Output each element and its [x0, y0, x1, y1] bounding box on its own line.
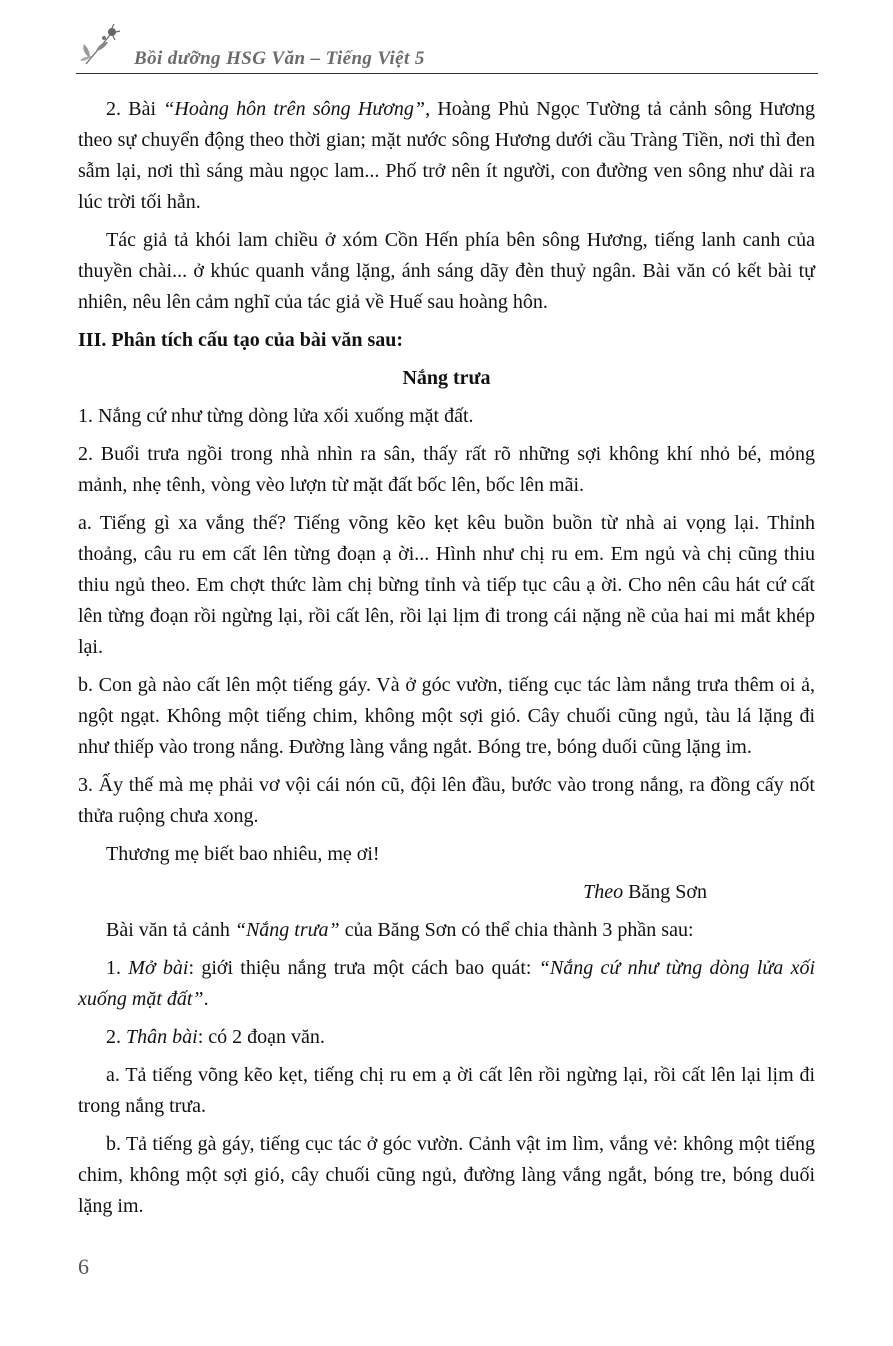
header-title: Bồi dưỡng HSG Văn – Tiếng Việt 5: [134, 48, 425, 69]
part-text: : có 2 đoạn văn.: [197, 1026, 325, 1048]
analysis-than-bai: [78, 1022, 815, 1053]
essay-sentence-1: 1. Nắng cứ như từng dòng lửa xối xuống mặt đất.: [78, 405, 474, 427]
essay-title: Nắng trưa: [402, 367, 491, 389]
intro-title: “Nắng trưa”: [234, 919, 340, 941]
page-header: [76, 22, 818, 74]
work-title: “Hoàng hôn trên sông Hương”: [163, 98, 426, 120]
essay-closing: Thương mẹ biết bao nhiêu, mẹ ơi!: [106, 843, 380, 865]
essay-paragraph-b: b. Con gà nào cất lên một tiếng gáy. Và ở góc vườn, tiếng cục tác làm nắng trưa thêm oi ả, ngột ngạt. Không một tiếng chim, không một sợi gió. Cây chuối cũng ngủ, tàu lá lặng đi như thiếp vào trong nắng. Đường làng vắng ngắt. Bóng tre, bóng duối cũng lặng im.: [78, 674, 815, 758]
source-prefix: Theo: [583, 881, 624, 903]
section-heading: III. Phân tích cấu tạo của bài văn sau:: [78, 329, 404, 351]
intro-text-end: của Băng Sơn có thể chia thành 3 phần sau:: [339, 919, 694, 941]
part-label: Thân bài: [126, 1026, 198, 1048]
analysis-than-bai-a: a. Tả tiếng võng kẽo kẹt, tiếng chị ru em ạ ời cất lên rồi ngừng lại, rồi cất lên lại lịm đi trong nắng trưa.: [78, 1064, 815, 1117]
item-number: 2.: [106, 1026, 126, 1048]
paragraph-text: , Hoàng Phủ Ngọc Tường tả cảnh sông Hương theo sự chuyển động theo thời gian; mặt nước sông Hương dưới cầu Tràng Tiền, nơi thì đen sẫm lại, nơi thì sáng màu ngọc lam... Phố trở nên ít người, con đường ven sông như dài ra lúc trời tối hẳn.: [78, 98, 815, 213]
analysis-than-bai-b: b. Tả tiếng gà gáy, tiếng cục tác ở góc vườn. Cảnh vật im lìm, vắng vẻ: không một tiếng chim, không một sợi gió, cây chuối cũng ngủ, đường làng vắng ngắt, bóng tre, bóng duối lặng im.: [78, 1133, 815, 1217]
analysis-intro: [78, 915, 815, 946]
header-divider: [76, 73, 818, 74]
flower-sprig-icon: [78, 24, 122, 68]
source-author: Băng Sơn: [623, 881, 707, 903]
paragraph-hoang-hon: [78, 94, 815, 218]
part-end: .: [203, 988, 209, 1010]
essay-sentence-3: 3. Ấy thế mà mẹ phải vơ vội cái nón cũ, đội lên đầu, bước vào trong nắng, ra đồng cấy nốt thửa ruộng chưa xong.: [78, 774, 815, 827]
page-number: 6: [78, 1254, 89, 1279]
essay-sentence-2: 2. Buổi trưa ngồi trong nhà nhìn ra sân, thấy rất rõ những sợi không khí nhỏ bé, mỏng mảnh, nhẹ tênh, vòng vèo lượn từ mặt đất bốc lên, bốc lên mãi.: [78, 443, 815, 496]
paragraph-tac-gia: Tác giả tả khói lam chiều ở xóm Cồn Hến phía bên sông Hương, tiếng lanh canh của thuyền chài... ở khúc quanh vắng lặng, ánh sáng dãy đèn thuỷ ngân. Bài văn có kết bài tự nhiên, nêu lên cảm nghĩ của tác giả về Huế sau hoàng hôn.: [78, 229, 815, 313]
item-number: 1.: [106, 957, 129, 979]
essay-paragraph-a: a. Tiếng gì xa vắng thế? Tiếng võng kẽo kẹt kêu buồn buồn từ nhà ai vọng lại. Thỉnh thoảng, câu ru em cất lên từng đoạn ạ ời... Hình như chị ru em. Em ngủ và chị cũng thiu thiu ngủ theo. Em chợt thức làm chị bừng tỉnh và tiếp tục câu ạ ời. Cho nên câu hát cứ cất lên từng đoạn rồi ngừng lại, rồi cất lên, rồi lại lịm đi trong cái nặng nề của hai mi mắt khép lại.: [78, 512, 815, 658]
item-number: 2. Bài: [106, 98, 164, 120]
analysis-mo-bai: [78, 953, 815, 1015]
part-quote: “Nắng cứ như từng dòng lửa xối xuống mặt đất”: [78, 957, 816, 1010]
page-content: [78, 94, 815, 1229]
intro-text: Bài văn tả cảnh: [106, 919, 235, 941]
part-label: Mở bài: [128, 957, 189, 979]
source-citation: [78, 877, 815, 908]
part-text: : giới thiệu nắng trưa một cách bao quát:: [188, 957, 539, 979]
